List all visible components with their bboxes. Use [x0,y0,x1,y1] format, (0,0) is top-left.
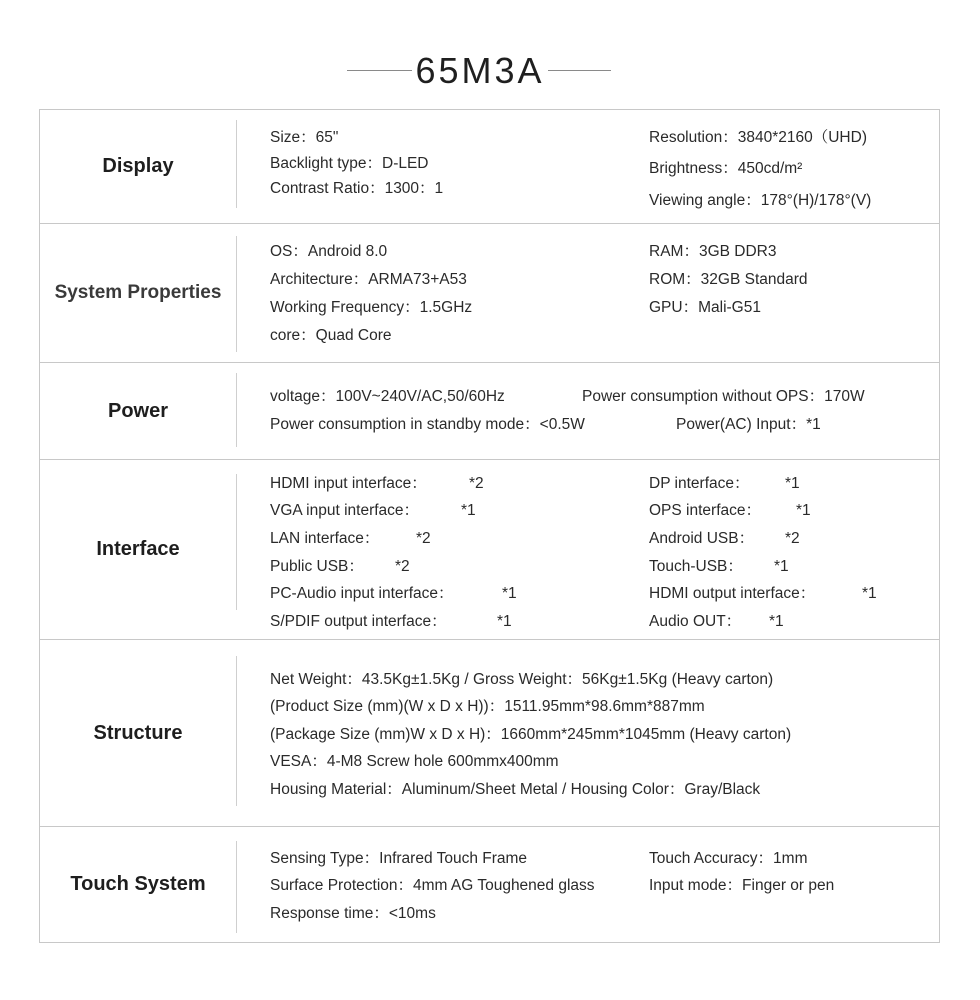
spec-line: Surface Protection：4mm AG Toughened glass [270,877,595,894]
interface-item: OPS interface： [649,502,761,519]
spec-line: Touch Accuracy：1mm [649,850,808,867]
interface-item: HDMI input interface： [270,475,427,492]
spec-line: Sensing Type：Infrared Touch Frame [270,850,528,867]
spec-line: Size：65" [270,129,339,146]
spec-line: core：Quad Core [270,327,392,344]
interface-item: Touch-USB： [649,558,743,575]
interface-qty: *1 [497,613,512,630]
spec-line: RAM：3GB DDR3 [649,243,777,260]
title-block [0,46,980,96]
interface-qty: *1 [862,585,877,602]
row-touch-system [40,827,939,942]
row-structure [40,640,939,827]
title-divider-left [347,70,412,71]
interface-item: Public USB： [270,558,364,575]
row-divider [236,236,237,352]
spec-line: OS：Android 8.0 [270,243,388,260]
spec-line: Power consumption in standby mode：<0.5W [270,416,585,433]
interface-qty: *1 [461,502,476,519]
interface-qty: *1 [502,585,517,602]
spec-line: Input mode：Finger or pen [649,877,835,894]
row-label-power: Power [107,399,169,422]
row-label-touch-system: Touch System [70,873,206,895]
interface-qty: *2 [469,475,484,492]
interface-qty: *2 [395,558,410,575]
spec-line: (Package Size (mm)W x D x H)：1660mm*245mm*1045mm (Heavy carton) [270,726,792,743]
row-label-interface: Interface [96,538,180,560]
row-divider [236,120,237,208]
interface-item: VGA input interface： [270,502,420,519]
interface-item: LAN interface： [270,530,380,547]
spec-line: VESA：4-M8 Screw hole 600mmx400mm [270,753,559,770]
row-divider [236,474,237,610]
row-divider [236,841,237,933]
interface-item: Audio OUT： [649,613,742,630]
row-label-display: Display [102,155,174,177]
spec-line: Resolution：3840*2160（UHD) [649,129,867,146]
spec-line: voltage：100V~240V/AC,50/60Hz [270,388,505,405]
interface-qty: *2 [416,530,431,547]
interface-qty: *2 [785,530,800,547]
row-divider [236,373,237,447]
page-title: 65M3A [415,50,545,91]
spec-line: Backlight type：D-LED [270,155,429,172]
spec-line: Contrast Ratio：1300：1 [270,180,444,197]
interface-item: HDMI output interface： [649,585,816,602]
spec-line: Power consumption without OPS：170W [582,388,865,405]
interface-item: S/PDIF output interface： [270,613,447,630]
row-label-system-properties: System Properties [54,282,222,303]
interface-qty: *1 [774,558,789,575]
spec-line: Response time：<10ms [270,905,436,922]
spec-line: Working Frequency：1.5GHz [270,299,473,316]
spec-line: ROM：32GB Standard [649,271,808,288]
row-interface [40,460,939,640]
row-label-structure: Structure [93,721,183,744]
row-system-properties [40,224,939,363]
row-divider [236,656,237,806]
interface-item: PC-Audio input interface： [270,585,454,602]
spec-table [39,109,940,943]
interface-qty: *1 [796,502,811,519]
spec-line: Net Weight：43.5Kg±1.5Kg / Gross Weight：56Kg±1.5Kg (Heavy carton) [270,671,774,688]
spec-line: (Product Size (mm)(W x D x H))：1511.95mm*98.6mm*887mm [270,698,705,715]
row-display [40,110,939,224]
spec-line: Architecture：ARMA73+A53 [270,271,467,288]
interface-item: DP interface： [649,475,750,492]
spec-line: Viewing angle：178°(H)/178°(V) [649,192,872,209]
interface-qty: *1 [769,613,784,630]
spec-line: GPU：Mali-G51 [649,299,761,316]
row-power [40,363,939,460]
spec-line: Housing Material：Aluminum/Sheet Metal / Housing Color：Gray/Black [270,781,761,798]
spec-line: Power(AC) Input：*1 [676,416,821,433]
spec-line: Brightness：450cd/m² [649,160,803,177]
interface-qty: *1 [785,475,800,492]
interface-item: Android USB： [649,530,755,547]
title-divider-right [548,70,611,71]
